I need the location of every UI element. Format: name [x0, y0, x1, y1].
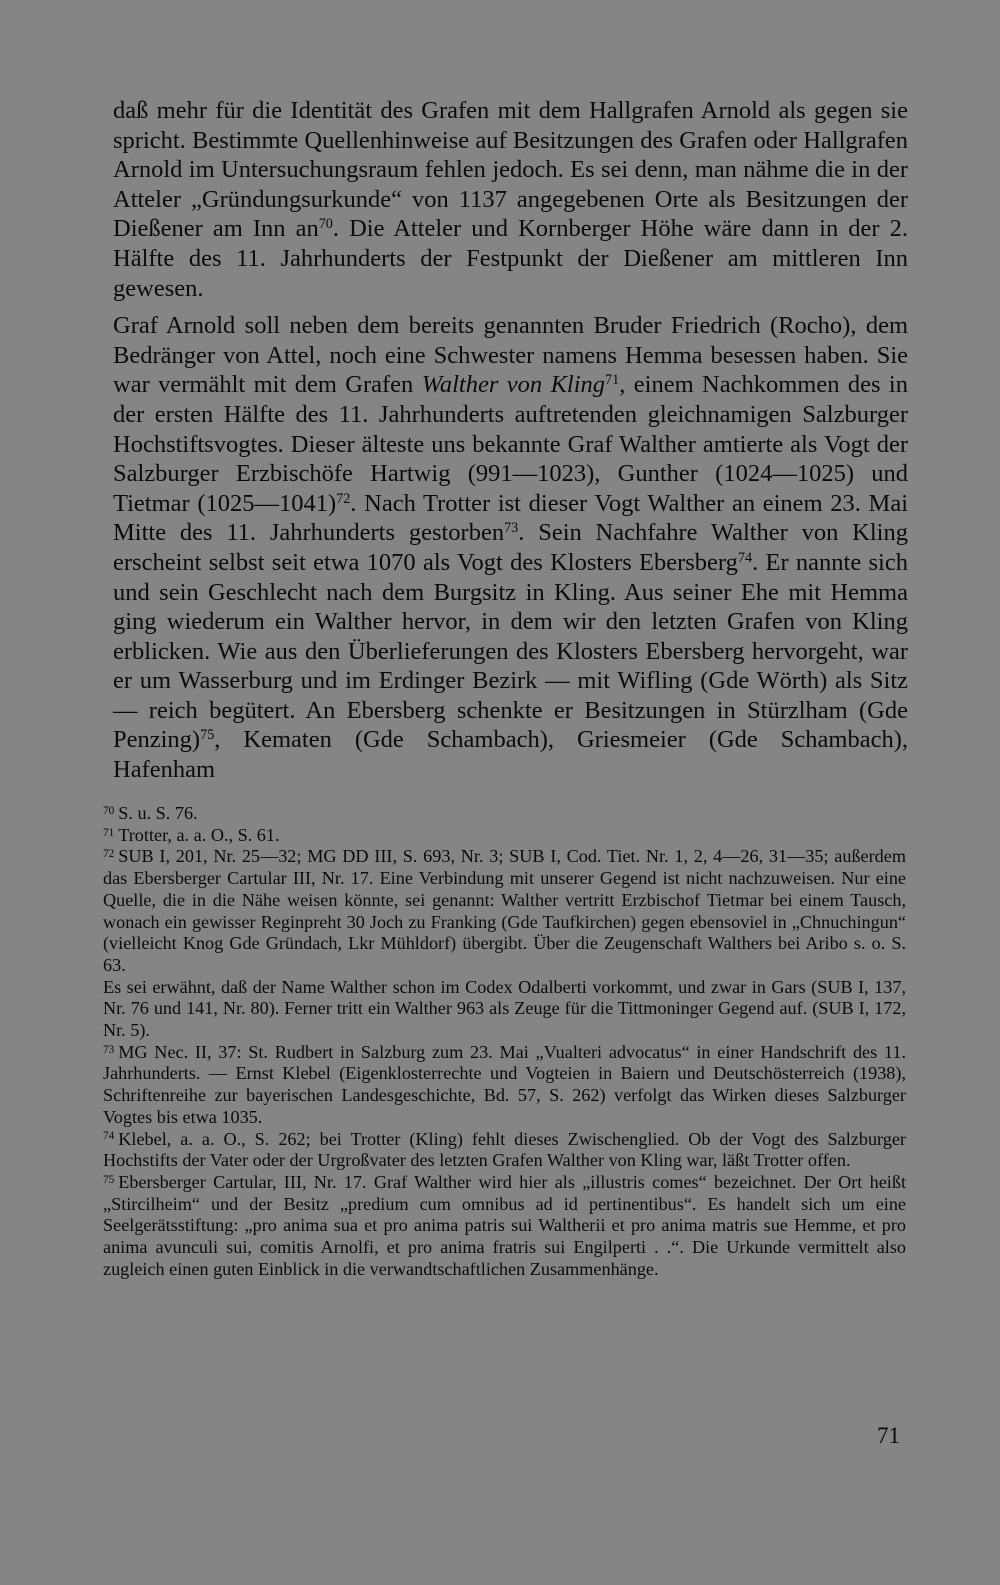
footnote-71: [103, 825, 906, 847]
paragraph-2-text-c: . Nach Trotter ist dieser Vogt Walther an einem 23. Mai Mitte des 11. Jahrhunderts gestorben: [113, 489, 908, 547]
footnote-number: 75: [103, 1173, 115, 1186]
footnote-75: [103, 1172, 906, 1281]
footnotes: [103, 803, 906, 1280]
footnote-ref-75[interactable]: 75: [200, 727, 215, 744]
footnote-ref-72[interactable]: 72: [336, 490, 351, 507]
footnote-70: [103, 803, 906, 825]
footnote-text: Klebel, a. a. O., S. 262; bei Trotter (Kling) fehlt dieses Zwischenglied. Ob der Vogt des Salzburger Hochstifts der Vater oder der Urgroßvater des letzten Grafen Walther von Kling war, läßt Trotter offen.: [103, 1128, 906, 1171]
footnote-number: 74: [103, 1130, 115, 1143]
paragraph-2-text-f: , Kematen (Gde Schambach), Griesmeier (Gde Schambach), Hafenham: [113, 726, 908, 784]
footnote-73: [103, 1042, 906, 1129]
footnote-ref-74[interactable]: 74: [737, 550, 753, 567]
italic-name-walther: Walther von Kling: [421, 371, 606, 399]
footnote-number: 73: [103, 1043, 115, 1056]
page-number: 71: [877, 1423, 900, 1448]
footnote-ref-73[interactable]: 73: [504, 520, 519, 537]
footnote-72-continuation: Es sei erwähnt, daß der Name Walther schon im Codex Odalberti vorkommt, und zwar in Gars (SUB I, 137, Nr. 76 und 141, Nr. 80). Ferner tritt ein Walther 963 als Zeuge für die Tittmoninger Gegend auf. (SUB I, 172, Nr. 5).: [103, 976, 906, 1041]
footnote-text: Trotter, a. a. O., S. 61.: [118, 824, 280, 845]
footnote-ref-71[interactable]: 71: [605, 372, 620, 389]
footnote-text: Ebersberger Cartular, III, Nr. 17. Graf Walther wird hier als „illustris comes“ bezeichnet. Der Ort heißt „Stircilheim“ und der Besitz „predium cum omnibus ad id pertinentibus“. Es handelt sich um eine Seelgerätsstiftung: „pro anima sua et pro anima patris sui Waltherii et pro anima matris sue Hemme, et pro anima avunculi sui, comitis Arnolfi, et pro anima fratris sui Engilperti . .“. Die Urkunde vermittelt also zugleich einen guten Einblick in die verwandtschaftlichen Zusammenhänge.: [103, 1171, 906, 1279]
footnote-72: [103, 846, 906, 976]
paragraph-1-text-b: . Die Atteler und Kornberger Höhe wäre dann in der 2. Hälfte des 11. Jahrhunderts der Festpunkt der Dießener am mittleren Inn gewesen.: [113, 215, 908, 302]
footnote-text: S. u. S. 76.: [118, 803, 198, 823]
paragraph-2-text-b: , einem Nachkommen des in der ersten Hälfte des 11. Jahrhunderts auftretenden gleichnamigen Salzburger Hochstiftsvogtes. Dieser älteste uns bekannte Graf Walther amtierte als Vogt der Salzburger Erzbischöfe Hartwig (991—1023), Gunther (1024—1025) und Tietmar (1025—1041): [113, 371, 908, 517]
paragraph-1-text-a: daß mehr für die Identität des Grafen mit dem Hallgrafen Arnold als gegen sie spricht. Bestimmte Quellenhinweise auf Besitzungen des Grafen oder Hallgrafen Arnold im Untersuchungsraum fehlen jedoch. Es sei denn, man nähme die in der Atteler „Gründungsurkunde“ von 1137 angegebenen Orte als Besitzungen der Dießener am Inn an: [113, 97, 908, 243]
paragraph-1: [113, 96, 908, 303]
paragraph-2-text-e: . Er nannte sich und sein Geschlecht nach dem Burgsitz in Kling. Aus seiner Ehe mit Hemma ging wiederum ein Walther hervor, in dem wir den letzten Grafen von Kling erblicken. Wie aus den Überlieferungen des Klosters Ebersberg hervorgeht, war er um Wasserburg und im Erdinger Bezirk — mit Wifling (Gde Wörth) als Sitz — reich begütert. An Ebersberg schenkte er Besitzungen in Stürzlham (Gde Penzing): [113, 548, 908, 754]
footnote-number: 70: [103, 804, 115, 817]
footnote-74: [103, 1129, 906, 1172]
paragraph-2-text-a: Graf Arnold soll neben dem bereits genannten Bruder Friedrich (Rocho), dem Bedränger von Attel, noch eine Schwester namens Hemma besessen haben. Sie war vermählt mit dem Grafen: [113, 312, 908, 399]
footnote-number: 71: [103, 826, 115, 839]
footnote-text: MG Nec. II, 37: St. Rudbert in Salzburg zum 23. Mai „Vualteri advocatus“ in einer Handschrift des 11. Jahrhunderts. — Ernst Klebel (Eigenklosterrechte und Vogteien in Baiern und Deutschösterreich (1938), Schriftenreihe zur bayerischen Landesgeschichte, Bd. 57, S. 262) verfolgt das Wirken dieses Salzburger Vogtes bis etwa 1035.: [103, 1041, 906, 1127]
footnote-number: 72: [103, 848, 115, 861]
paragraph-2: [113, 311, 908, 785]
paragraph-2-text-d: . Sein Nachfahre Walther von Kling erscheint selbst seit etwa 1070 als Vogt des Klosters Ebersberg: [113, 519, 908, 576]
main-text: [113, 96, 908, 785]
footnote-ref-70[interactable]: 70: [318, 216, 333, 233]
footnote-text: SUB I, 201, Nr. 25—32; MG DD III, S. 693, Nr. 3; SUB I, Cod. Tiet. Nr. 1, 2, 4—26, 31—35; außerdem das Ebersberger Cartular III, Nr. 17. Eine Verbindung mit unserer Gegend ist nicht nachzuweisen. Nur eine Quelle, die in die Nähe weisen könnte, sei genannt: Walther vertritt Erzbischof Tietmar bei einem Tausch, wonach ein gewisser Reginpreht 30 Joch zu Franking (Gde Taufkirchen) gegen ebensoviel in „Chnuchingun“ (vielleicht Knog Gde Gründach, Lkr Mühldorf) übergibt. Über die Zeugenschaft Walthers bei Aribo s. o. S. 63.: [103, 846, 906, 975]
